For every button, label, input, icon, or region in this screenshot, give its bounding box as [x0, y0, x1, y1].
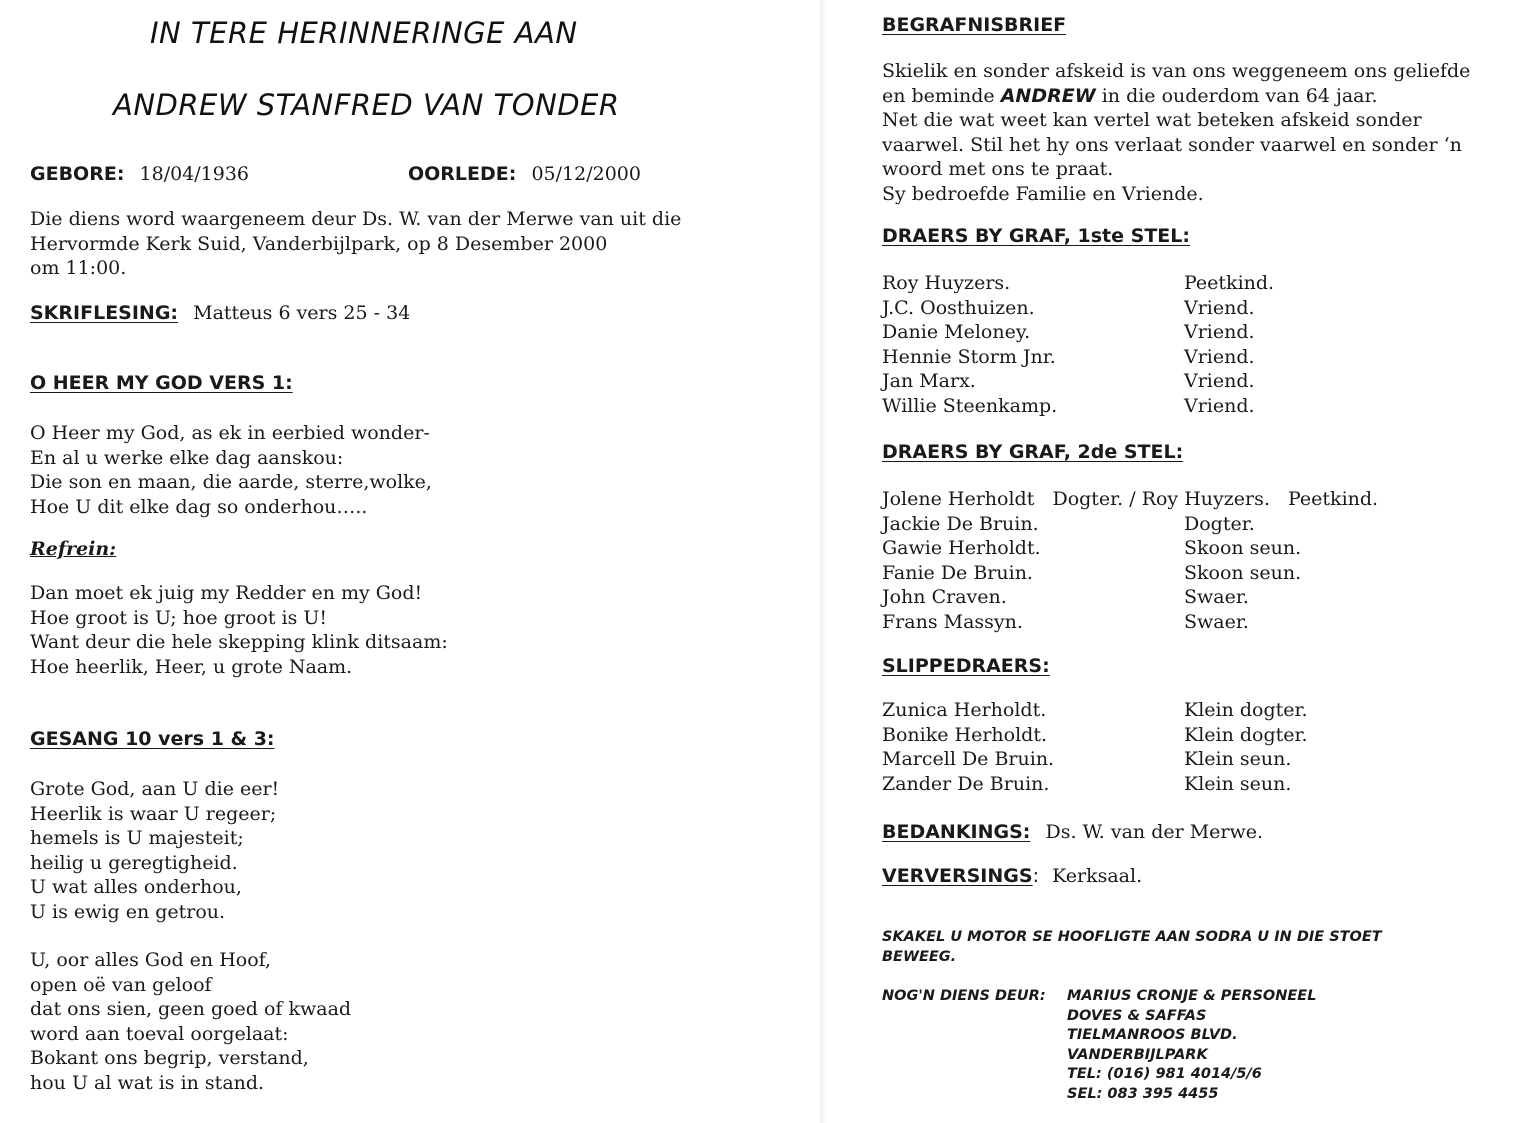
hymn1-verse [30, 421, 432, 519]
list-item: Danie Meloney. Vriend. [882, 321, 1255, 343]
list-item: John Craven. Swaer. [882, 586, 1249, 608]
service-line: Die diens word waargeneem deur Ds. W. van der Merwe van uit die [30, 208, 682, 230]
verse-line: Bokant ons begrip, verstand, [30, 1047, 309, 1069]
pallbearers-list [882, 698, 1502, 796]
verse-line: open oë van geloof [30, 973, 212, 996]
died-row [408, 163, 641, 185]
list-item: J.C. Oosthuizen. Vriend. [882, 296, 1255, 319]
verse-line: U wat alles onderhou, [30, 876, 242, 898]
bearers1-heading: DRAERS BY GRAF, 1ste STEL: [882, 225, 1190, 247]
hymn1-heading: O HEER MY GOD VERS 1: [30, 372, 293, 394]
verse-line: U, oor alles God en Hoof, [30, 949, 272, 971]
notice-line: SKAKEL U MOTOR SE HOOFLIGTE AAN SODRA U IN DIE STOET [882, 929, 1382, 945]
scripture-row [30, 302, 410, 324]
verse-line: Hoe heerlik, Heer, u grote Naam. [30, 655, 353, 678]
verse-line: hou U al wat is in stand. [30, 1071, 265, 1094]
letter-line: vaarwel. Stil het hy ons verlaat sonder vaarwel en sonder ‘n [882, 133, 1462, 156]
refreshments-value: Kerksaal. [1052, 865, 1143, 887]
funeral-service-label: NOG'N DIENS DEUR: [882, 988, 1046, 1004]
service-line: TIELMANROOS BLVD. [1067, 1027, 1238, 1043]
thanks-row [882, 821, 1263, 843]
list-item: Fanie De Bruin. Skoon seun. [882, 561, 1302, 584]
verse-line: heilig u geregtigheid. [30, 851, 238, 874]
verse-line: O Heer my God, as ek in eerbied wonder- [30, 422, 430, 444]
list-item: Zunica Herholdt. Klein dogter. [882, 699, 1308, 721]
page-fold [818, 0, 826, 1123]
service-line: MARIUS CRONJE & PERSONEEL [1067, 988, 1317, 1004]
funeral-letter [882, 59, 1470, 206]
right-page [830, 0, 1531, 1123]
list-item: Roy Huyzers. Peetkind. [882, 272, 1275, 294]
verse-line: Grote God, aan U die eer! [30, 778, 280, 800]
service-line: Hervormde Kerk Suid, Vanderbijlpark, op 8 Desember 2000 [30, 232, 608, 255]
verse-line: Heerlik is waar U regeer; [30, 802, 277, 825]
verse-line: hemels is U majesteit; [30, 827, 244, 849]
memorial-title: IN TERE HERINNERINGE AAN [150, 16, 578, 50]
letter-line: woord met ons te praat. [882, 158, 1114, 180]
verse-line: word aan toeval oorgelaat: [30, 1022, 289, 1045]
died-label: OORLEDE: [408, 163, 517, 185]
list-item: Bonike Herholdt. Klein dogter. [882, 723, 1308, 746]
list-item: Gawie Herholdt. Skoon seun. [882, 537, 1302, 559]
service-line: SEL: 083 395 4455 [1067, 1085, 1219, 1102]
service-line: om 11:00. [30, 257, 127, 279]
funeral-service-details [1067, 987, 1316, 1104]
letter-heading: BEGRAFNISBRIEF [882, 14, 1067, 36]
died-date: 05/12/2000 [531, 163, 641, 185]
headlights-notice [882, 928, 1382, 967]
hymn2-verse1 [30, 777, 279, 924]
service-line: DOVES & SAFFAS [1067, 1007, 1207, 1024]
verse-line: Hoe U dit elke dag so onderhou….. [30, 495, 368, 518]
pallbearers-heading: SLIPPEDRAERS: [882, 655, 1050, 677]
letter-name: ANDREW [1000, 84, 1096, 107]
list-item: Jackie De Bruin. Dogter. [882, 512, 1255, 535]
list-item: Frans Massyn. Swaer. [882, 610, 1249, 633]
verse-line: Dan moet ek juig my Redder en my God! [30, 582, 423, 604]
notice-line: BEWEEG. [882, 948, 957, 965]
list-item: Hennie Storm Jnr. Vriend. [882, 345, 1255, 368]
list-item: Jolene Herholdt Dogter. / Roy Huyzers. Peetkind. [882, 488, 1379, 510]
service-details [30, 207, 681, 281]
list-item: Willie Steenkamp. Vriend. [882, 394, 1255, 417]
bearers2-list [882, 487, 1522, 634]
verse-line: Die son en maan, die aarde, sterre,wolke, [30, 471, 432, 493]
verse-line: En al u werke elke dag aanskou: [30, 446, 344, 469]
born-date: 18/04/1936 [139, 163, 250, 185]
letter-line: Net die wat weet kan vertel wat beteken afskeid sonder [882, 109, 1422, 131]
letter-line: Sy bedroefde Familie en Vriende. [882, 182, 1204, 205]
born-row [30, 163, 249, 185]
verse-line: Hoe groot is U; hoe groot is U! [30, 606, 328, 629]
deceased-name: ANDREW STANFRED VAN TONDER [113, 88, 620, 122]
born-label: GEBORE: [30, 163, 125, 185]
refrain-verse [30, 581, 448, 679]
list-item: Zander De Bruin. Klein seun. [882, 772, 1292, 795]
verse-line: dat ons sien, geen goed of kwaad [30, 998, 352, 1020]
service-line: TEL: (016) 981 4014/5/6 [1067, 1066, 1262, 1082]
verse-line: Want deur die hele skepping klink ditsaam: [30, 631, 448, 653]
bearers1-list [882, 271, 1502, 418]
hymn2-verse2 [30, 948, 351, 1095]
hymn2-heading: GESANG 10 vers 1 & 3: [30, 728, 275, 750]
letter-line: Skielik en sonder afskeid is van ons weggeneem ons geliefde [882, 60, 1471, 82]
scripture-value: Matteus 6 vers 25 - 34 [193, 302, 411, 324]
bearers2-heading: DRAERS BY GRAF, 2de STEL: [882, 441, 1184, 463]
refreshments-label: VERVERSINGS [882, 865, 1033, 887]
thanks-value: Ds. W. van der Merwe. [1045, 821, 1264, 843]
thanks-label: BEDANKINGS: [882, 821, 1031, 843]
list-item: Marcell De Bruin. Klein seun. [882, 748, 1292, 770]
refrain-heading: Refrein: [30, 538, 117, 560]
service-line: VANDERBIJLPARK [1067, 1046, 1208, 1063]
refreshments-row: VERVERSINGS: Kerksaal. [882, 865, 1143, 887]
list-item: Jan Marx. Vriend. [882, 370, 1255, 392]
verse-line: U is ewig en getrou. [30, 900, 226, 923]
letter-line: en beminde ANDREW in die ouderdom van 64 jaar. [882, 84, 1378, 107]
scripture-label: SKRIFLESING: [30, 302, 179, 324]
